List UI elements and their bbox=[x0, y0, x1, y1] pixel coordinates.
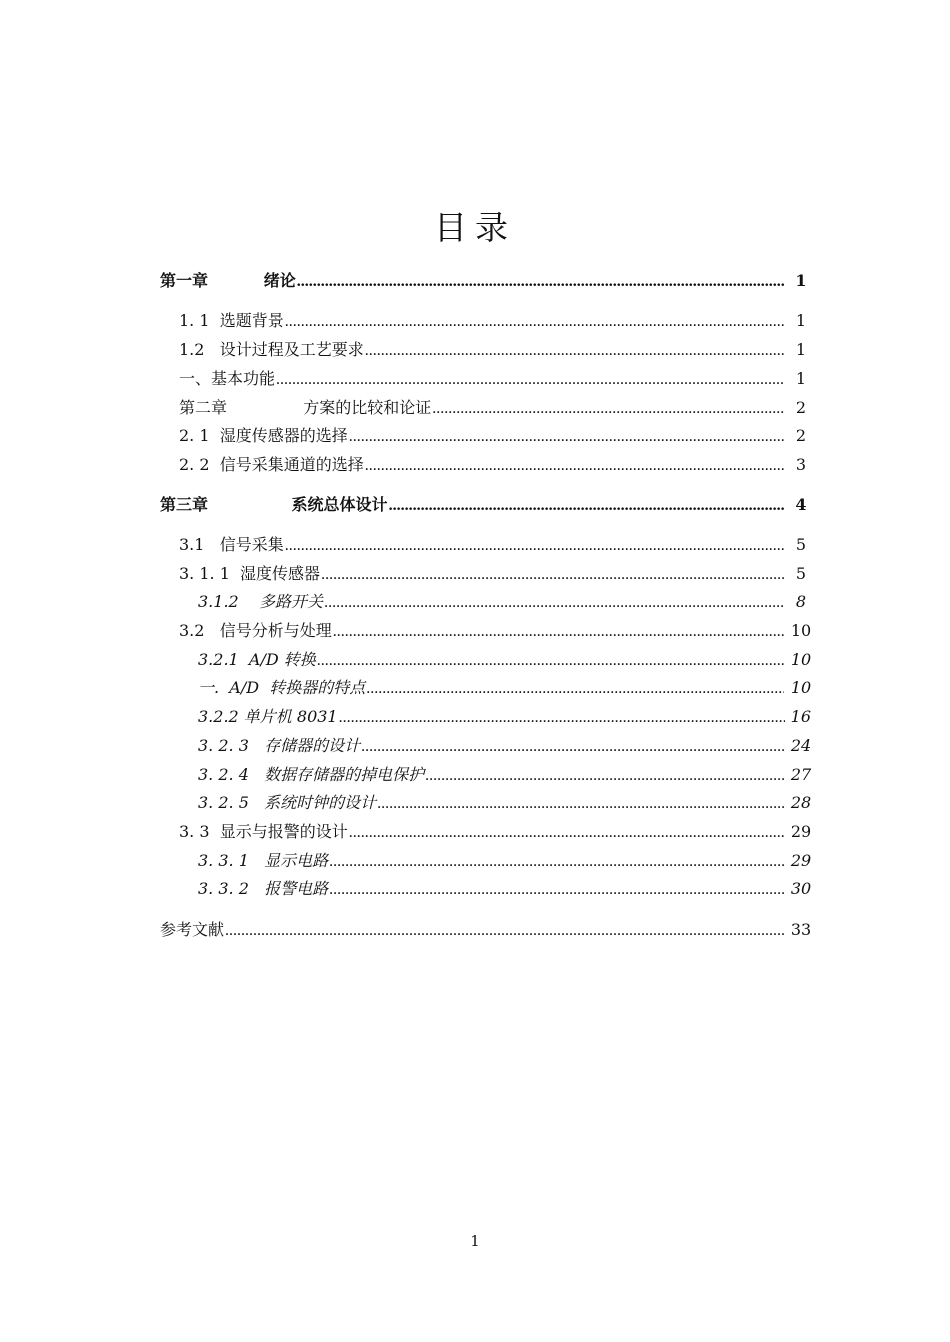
dot-leader bbox=[377, 795, 784, 813]
toc-entry-text: 3.1 信号采集 bbox=[179, 535, 284, 554]
dot-leader bbox=[324, 594, 784, 612]
toc-entry[interactable] bbox=[179, 337, 817, 361]
toc-entry-page: 30 bbox=[790, 879, 812, 898]
dot-leader bbox=[365, 342, 784, 360]
dot-leader bbox=[349, 824, 784, 842]
toc-entry[interactable] bbox=[179, 395, 817, 419]
toc-entry-text: 3. 2. 4 数据存储器的掉电保护 bbox=[198, 765, 425, 784]
toc-entry-page: 29 bbox=[790, 851, 812, 870]
toc-entry-page: 10 bbox=[790, 650, 812, 669]
toc-entry-text: 1. 1 选题背景 bbox=[179, 311, 284, 330]
toc-entry-page: 1 bbox=[795, 369, 807, 388]
toc-entry-page: 33 bbox=[790, 920, 812, 939]
page-number: 1 bbox=[470, 1232, 480, 1250]
toc-entry-chapter-1[interactable] bbox=[160, 268, 817, 292]
toc-entry[interactable] bbox=[198, 589, 817, 613]
dot-leader bbox=[432, 400, 784, 418]
toc-entry[interactable] bbox=[179, 366, 817, 390]
toc-entry-page: 1 bbox=[795, 340, 807, 359]
toc-entry-text: 3. 3 显示与报警的设计 bbox=[179, 822, 348, 841]
dot-leader bbox=[317, 652, 784, 670]
toc-entry-text: 参考文献 bbox=[160, 920, 225, 939]
dot-leader bbox=[276, 371, 784, 389]
toc-entry-references[interactable] bbox=[160, 917, 817, 941]
toc-entry[interactable] bbox=[198, 647, 817, 671]
dot-leader bbox=[297, 273, 784, 291]
dot-leader bbox=[365, 457, 784, 475]
toc-entry-text: 一、基本功能 bbox=[179, 369, 276, 388]
toc-entry-page: 8 bbox=[795, 592, 807, 611]
toc-entry[interactable] bbox=[179, 308, 817, 332]
dot-leader bbox=[285, 313, 784, 331]
toc-entry-text: 3. 3. 1 显示电路 bbox=[198, 851, 329, 870]
toc-entry-page: 1 bbox=[795, 271, 807, 290]
toc-entry-page: 10 bbox=[790, 678, 812, 697]
toc-title: 目录 bbox=[434, 208, 516, 247]
dot-leader bbox=[425, 767, 784, 785]
toc-entry-text: 3. 1. 1 湿度传感器 bbox=[179, 564, 321, 583]
toc-entry-page: 4 bbox=[795, 495, 807, 514]
dot-leader bbox=[285, 537, 784, 555]
dot-leader bbox=[329, 853, 784, 871]
dot-leader bbox=[349, 428, 784, 446]
toc-entry[interactable] bbox=[198, 762, 817, 786]
toc-entry-text: 3. 2. 5 系统时钟的设计 bbox=[198, 793, 377, 812]
toc-entry-page: 3 bbox=[795, 455, 807, 474]
toc-entry-page: 1 bbox=[795, 311, 807, 330]
toc-entry[interactable] bbox=[198, 733, 817, 757]
toc-entry-chapter-3[interactable] bbox=[160, 492, 817, 516]
dot-leader bbox=[389, 497, 784, 515]
toc-entry[interactable] bbox=[198, 675, 817, 699]
toc-entry-text: 2. 1 湿度传感器的选择 bbox=[179, 426, 348, 445]
dot-leader bbox=[366, 680, 784, 698]
toc-entry[interactable] bbox=[198, 790, 817, 814]
toc-entry-text: 第二章 方案的比较和论证 bbox=[179, 398, 432, 417]
toc-entry-text: 3.2 信号分析与处理 bbox=[179, 621, 332, 640]
toc-entry-text: 第三章 系统总体设计 bbox=[160, 495, 388, 514]
toc-entry[interactable] bbox=[198, 876, 817, 900]
toc-entry-page: 5 bbox=[795, 564, 807, 583]
toc-entry-page: 5 bbox=[795, 535, 807, 554]
toc-entry-page: 24 bbox=[790, 736, 812, 755]
toc-entry-text: 3.2.1 A/D 转换 bbox=[198, 650, 316, 669]
dot-leader bbox=[339, 709, 785, 727]
toc-entry-text: 3. 2. 3 存储器的设计 bbox=[198, 736, 361, 755]
toc-entry-text: 1.2 设计过程及工艺要求 bbox=[179, 340, 364, 359]
toc-entry-page: 16 bbox=[790, 707, 811, 726]
toc-entry[interactable] bbox=[179, 423, 817, 447]
dot-leader bbox=[361, 738, 784, 756]
toc-entry-page: 2 bbox=[795, 398, 807, 417]
toc-entry-text: 一. A/D 转换器的特点 bbox=[198, 678, 366, 697]
toc-entry[interactable] bbox=[179, 561, 817, 585]
dot-leader bbox=[321, 566, 784, 584]
toc-entry-page: 28 bbox=[790, 793, 812, 812]
toc-entry[interactable] bbox=[179, 452, 817, 476]
toc-entry-text: 3.2.2 单片机 8031 bbox=[198, 707, 338, 726]
toc-entry-text: 2. 2 信号采集通道的选择 bbox=[179, 455, 364, 474]
dot-leader bbox=[333, 623, 784, 641]
dot-leader bbox=[225, 922, 784, 940]
toc-entry[interactable] bbox=[198, 704, 817, 728]
toc-entry[interactable] bbox=[198, 848, 817, 872]
toc-entry[interactable] bbox=[179, 819, 817, 843]
toc-entry-page: 2 bbox=[795, 426, 807, 445]
toc-entry-text: 3.1.2 多路开关 bbox=[198, 592, 324, 611]
dot-leader bbox=[329, 881, 784, 899]
toc-entry-page: 29 bbox=[790, 822, 812, 841]
toc-entry-text: 第一章 绪论 bbox=[160, 271, 296, 290]
toc-entry-text: 3. 3. 2 报警电路 bbox=[198, 879, 329, 898]
toc-entry-page: 27 bbox=[790, 765, 812, 784]
toc-entry[interactable] bbox=[179, 532, 817, 556]
toc-entry[interactable] bbox=[179, 618, 817, 642]
toc-entry-page: 10 bbox=[790, 621, 812, 640]
